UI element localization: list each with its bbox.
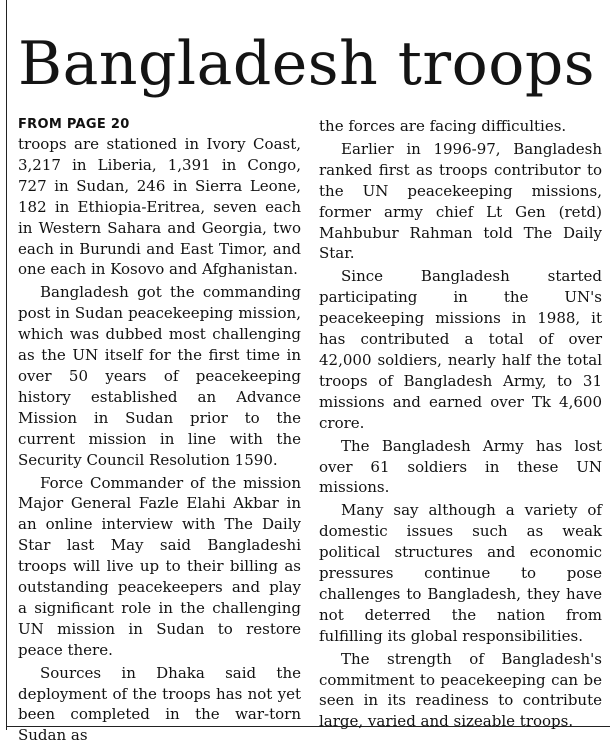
paragraph: The strength of Bangladesh's commitment to peacekeeping can be seen in its readiness to contribute large, varied and sizeable troops. xyxy=(319,649,602,731)
paragraph: Sources in Dhaka said the deployment of the troops has not yet been completed in the war-torn Sudan as xyxy=(18,663,301,745)
paragraph: troops are stationed in Ivory Coast, 3,217 in Liberia, 1,391 in Congo, 727 in Sudan, 246 in Sierra Leone, 182 in Ethiopia-Eritrea, seven each in Western Sahara and Georgia, two each in Burundi and East Timor, and one each in Kosovo and Afghanistan. xyxy=(18,135,301,279)
paragraph: Earlier in 1996-97, Bangladesh ranked first as troops contributor to the UN peacekeeping missions, former army chief Lt Gen (retd) Mahbubur Rahman told The Daily Star. xyxy=(319,139,602,263)
left-border-rule xyxy=(6,0,7,730)
paragraph: Since Bangladesh started participating in the UN's peacekeeping missions in 1988, it has contributed a total of over 42,000 soldiers, nearly half the total troops of Bangladesh Army, to 31 missions and earned over Tk 4,600 crore. xyxy=(319,267,602,432)
article-body xyxy=(18,116,602,746)
left-column xyxy=(18,116,301,746)
paragraph: The Bangladesh Army has lost over 61 soldiers in these UN missions. xyxy=(319,436,602,497)
from-page-label: FROM PAGE 20 xyxy=(18,117,130,132)
paragraph: Force Commander of the mission Major General Fazle Elahi Akbar in an online interview with The Daily Star last May said Bangladeshi troops will live up to their billing as outstanding peacekeepers and play a significant role in the challenging UN mission in Sudan to restore peace there. xyxy=(18,473,301,659)
paragraph: the forces are facing difficulties. xyxy=(319,117,567,135)
paragraph: Many say although a variety of domestic issues such as weak political structures and economic pressures continue to pose challenges to Bangladesh, they have not deterred the nation from fulfilling its global responsibilities. xyxy=(319,501,602,645)
paragraph: Bangladesh got the commanding post in Sudan peacekeeping mission, which was dubbed most challenging as the UN itself for the first time in over 50 years of peacekeeping history established an Advance Mission in Sudan prior to the current mission in line with the Security Council Resolution 1590. xyxy=(18,283,301,469)
article-headline: Bangladesh troops xyxy=(18,29,596,99)
right-column xyxy=(319,116,602,746)
